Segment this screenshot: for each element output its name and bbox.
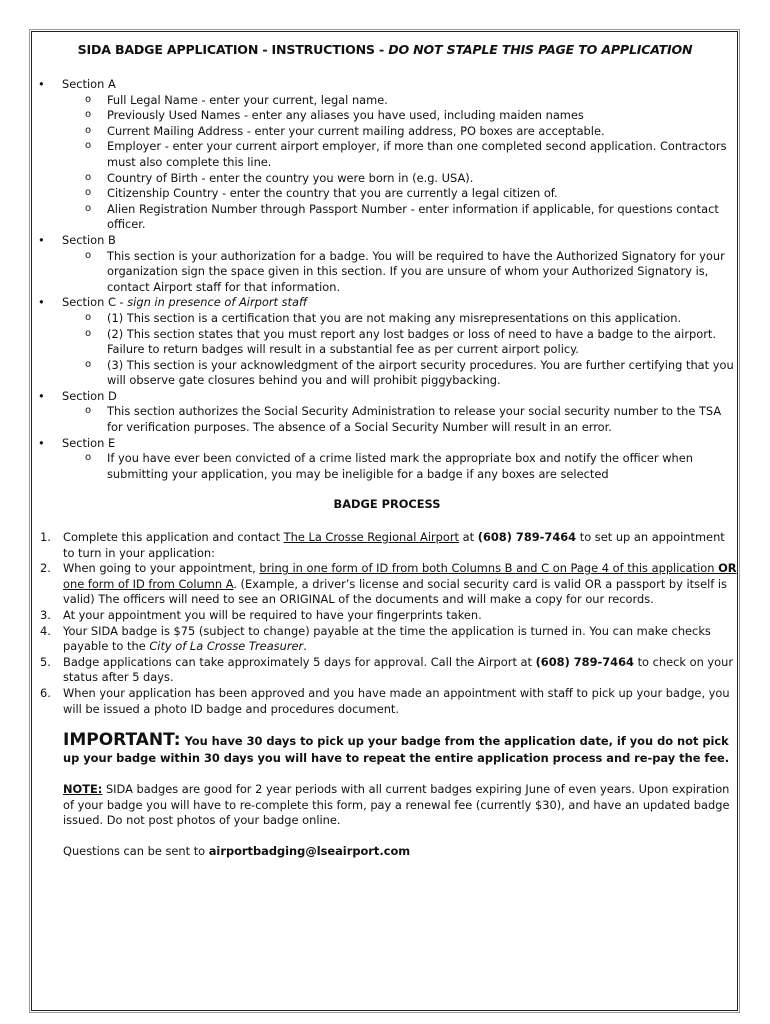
section-subitem: o Current Mailing Address - enter your current mailing address, PO boxes are acceptable. [62,124,737,140]
step-text: Your SIDA badge is $75 (subject to change) payable at the time the application is turned in. You can make checks payable to the [63,623,711,654]
or-emphasis: OR [718,561,737,576]
instructions-body [37,77,737,860]
section-subitem: o Country of Birth - enter the country you were born in (e.g. USA). [62,171,737,187]
id-requirement-underlined: one form of ID from Column A [63,576,234,591]
step-text: . (Example, a driver’s license and social security card is valid OR a passport by itself is valid) The officers will need to see an ORIGINAL of the documents and will make a copy for our records. [63,576,727,607]
process-step [37,686,737,717]
section-item [37,233,737,295]
step-text: to check on your status after 5 days. [63,654,734,685]
contact-email[interactable]: airportbadging@lseairport.com [208,843,411,858]
questions-text: Questions can be sent to [63,843,209,858]
phone-number: (608) 789-7464 [535,654,634,669]
badge-process-list [37,530,737,717]
step-number: 3. [40,608,51,622]
step-number: 1. [40,530,51,545]
section-label: Section C - [62,295,128,310]
step-number: 6. [40,685,51,700]
section-label: Section A [62,77,116,91]
step-number: 4. [40,623,51,638]
section-subitem: o If you have ever been convicted of a crime listed mark the appropriate box and notify the officer when submitting your application, you may be ineligible for a badge if any boxes are selected [62,451,737,482]
section-sublist [62,451,737,482]
section-label-note: sign in presence of Airport staff [127,295,308,310]
section-subitem: o Employer - enter your current airport employer, if more than one completed second application. Contractors must also complete this line. [62,139,737,170]
section-subitem: o Previously Used Names - enter any aliases you have used, including maiden names [62,108,737,124]
note-text: SIDA badges are good for 2 year periods with all current badges expiring June of even years. Upon expiration of your badge you will have to re-complete this form, pay a renewal fee (currently $30), and have an updated badge issued. Do not post photos of your badge online. [63,782,730,828]
process-step [37,530,737,561]
section-item [37,295,737,389]
phone-number: (608) 789-7464 [477,530,577,545]
step-number: 2. [40,561,51,576]
step-number: 5. [40,654,51,669]
section-subitem: o This section is your authorization for a badge. You will be required to have the Authorized Signatory for your organization sign the space given in this section. If you are unsure of whom your Authorized Signatory is, contact Airport staff for that information. [62,249,737,296]
section-label: Section D [62,388,117,403]
section-sublist [62,311,737,389]
process-step [37,608,737,624]
section-subitem: o Alien Registration Number through Passport Number - enter information if applicable, for questions contact officer. [62,202,737,233]
payee-name: City of La Crosse Treasurer [149,639,304,654]
section-item [37,77,737,233]
step-text: at [459,530,478,545]
process-step [37,655,737,686]
section-subitem: o (2) This section states that you must report any lost badges or loss of need to have a badge to the airport. Failure to return badges will result in a substantial fee as per current airport policy. [62,327,737,358]
note-label: NOTE: [63,782,103,797]
id-requirement-underlined: bring in one form of ID from both Columns B and C on Page 4 of this application [259,561,719,576]
step-text: When your application has been approved and you have made an appointment with staff to pick up your badge, you will be issued a photo ID badge and procedures document. [63,685,730,716]
step-text: . [303,639,307,654]
process-step [37,561,737,608]
step-text: At your appointment you will be required to have your fingerprints taken. [63,608,482,622]
questions-line [37,844,737,860]
section-item [37,389,737,436]
title-emphasis: DO NOT STAPLE THIS PAGE TO APPLICATION [388,42,693,57]
section-sublist [62,249,737,296]
page-title: SIDA BADGE APPLICATION - INSTRUCTIONS - DO NOT STAPLE THIS PAGE TO APPLICATION [77,42,693,57]
step-text: Complete this application and contact [63,530,284,545]
sections-list [37,77,737,482]
important-text: You have 30 days to pick up your badge from the application date, if you do not pick up your badge within 30 days you will have to repeat the entire application process and re-pay the fee. [63,734,730,766]
section-subitem: o (3) This section is your acknowledgment of the airport security procedures. You are further certifying that you will observe gate closures behind you and will prohibit piggybacking. [62,358,737,389]
badge-process-heading: BADGE PROCESS [333,497,441,512]
step-text: When going to your appointment, [63,561,260,576]
section-item [37,436,737,483]
section-subitem: o Full Legal Name - enter your current, legal name. [62,93,737,109]
section-sublist [62,93,737,233]
process-step [37,624,737,655]
step-text: to set up an appointment to turn in your application: [63,530,725,560]
airport-name-link[interactable]: The La Crosse Regional Airport [283,530,460,545]
step-text: Badge applications can take approximately 5 days for approval. Call the Airport at [63,654,536,669]
section-subitem: o Citizenship Country - enter the country that you are currently a legal citizen of. [62,186,737,202]
section-label: Section E [62,435,116,450]
note-paragraph [37,782,737,829]
section-sublist [62,404,737,435]
important-label: IMPORTANT: [63,730,181,751]
important-notice [37,732,737,767]
section-label: Section B [62,232,116,247]
section-subitem: o (1) This section is a certification that you are not making any misrepresentations on this application. [62,311,737,327]
section-subitem: o This section authorizes the Social Security Administration to release your social security number to the TSA for verification purposes. The absence of a Social Security Number will result in an error. [62,404,737,435]
